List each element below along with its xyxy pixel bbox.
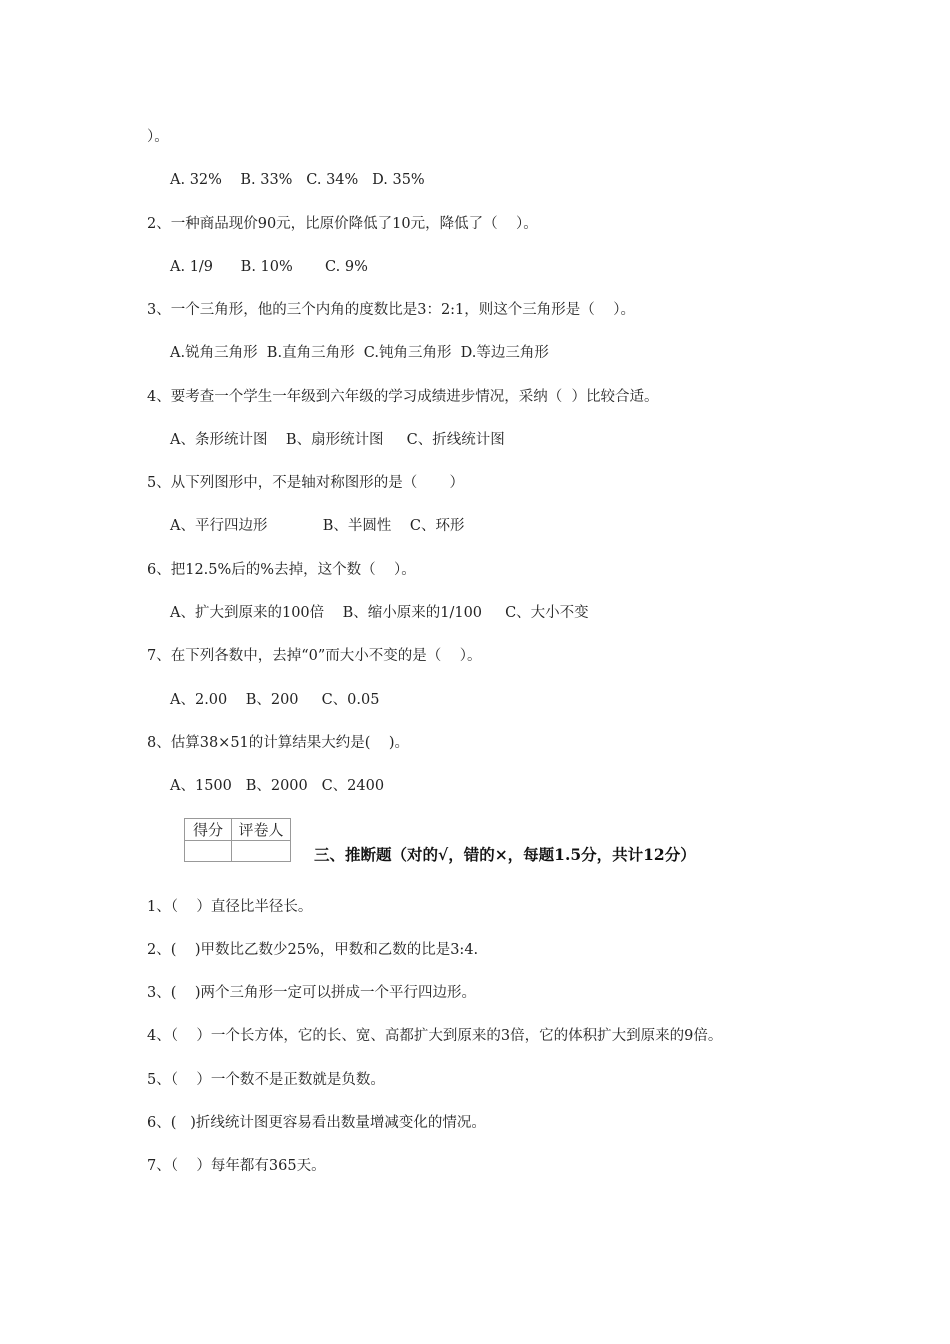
question-4-options: A、条形统计图 B、扇形统计图 C、折线统计图 xyxy=(170,432,505,448)
question-5-options: A、平行四边形 B、半圆性 C、环形 xyxy=(170,518,465,534)
question-2-options: A. 1/9 B. 10% C. 9% xyxy=(170,259,368,275)
question-5: 5、从下列图形中，不是轴对称图形的是（ ） xyxy=(147,475,464,491)
grader-cell[interactable] xyxy=(232,841,291,862)
question-6-options: A、扩大到原来的100倍 B、缩小原来的1/100 C、大小不变 xyxy=(170,605,589,621)
judge-item-2: 2、( )甲数比乙数少25%，甲数和乙数的比是3:4. xyxy=(147,942,479,958)
section-3-title: 三、推断题（对的√，错的×，每题1.5分，共计12分） xyxy=(314,845,696,864)
question-3: 3、一个三角形，他的三个内角的度数比是3：2:1，则这个三角形是（ ）。 xyxy=(147,302,635,318)
grader-label: 评卷人 xyxy=(232,819,291,841)
question-7-options: A、2.00 B、200 C、0.05 xyxy=(170,692,380,708)
question-2: 2、一种商品现价90元，比原价降低了10元，降低了（ ）。 xyxy=(147,216,538,232)
question-3-options: A.锐角三角形 B.直角三角形 C.钝角三角形 D.等边三角形 xyxy=(170,345,549,361)
question-6: 6、把12.5%后的%去掉，这个数（ ）。 xyxy=(147,562,416,578)
score-box xyxy=(184,818,291,862)
judge-item-1: 1、（ ）直径比半径长。 xyxy=(147,899,313,915)
q1-options: A. 32% B. 33% C. 34% D. 35% xyxy=(170,172,425,188)
q1-continuation: ）。 xyxy=(147,129,169,145)
score-cell[interactable] xyxy=(185,841,232,862)
judge-item-3: 3、( )两个三角形一定可以拼成一个平行四边形。 xyxy=(147,985,476,1001)
question-4: 4、要考查一个学生一年级到六年级的学习成绩进步情况，采纳（ ）比较合适。 xyxy=(147,389,659,405)
question-8-options: A、1500 B、2000 C、2400 xyxy=(170,778,385,794)
score-label: 得分 xyxy=(185,819,232,841)
question-8: 8、估算38×51的计算结果大约是( )。 xyxy=(147,735,410,751)
judge-item-7: 7、（ ）每年都有365天。 xyxy=(147,1158,326,1174)
judge-item-6: 6、( )折线统计图更容易看出数量增减变化的情况。 xyxy=(147,1115,486,1131)
judge-item-4: 4、（ ）一个长方体，它的长、宽、高都扩大到原来的3倍，它的体积扩大到原来的9倍。 xyxy=(147,1028,723,1044)
question-7: 7、在下列各数中，去掉“0”而大小不变的是（ ）。 xyxy=(147,648,482,664)
judge-item-5: 5、（ ）一个数不是正数就是负数。 xyxy=(147,1072,385,1088)
